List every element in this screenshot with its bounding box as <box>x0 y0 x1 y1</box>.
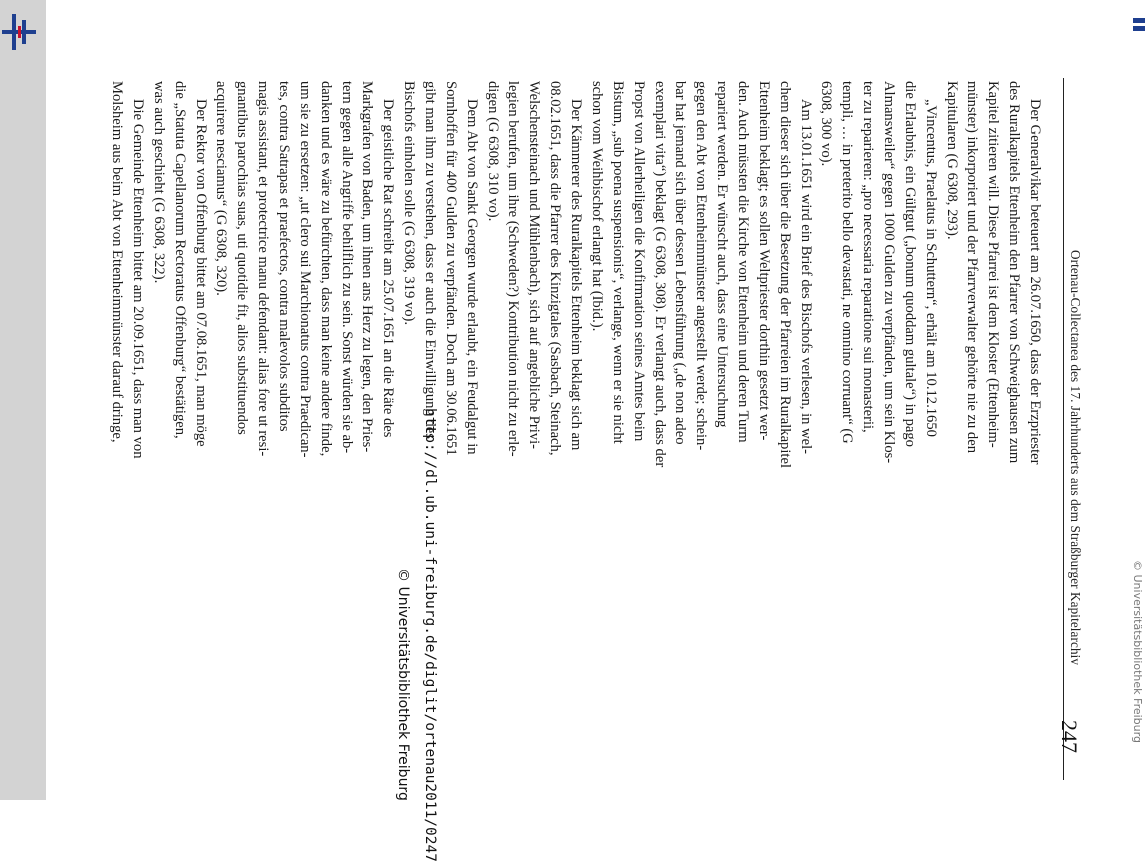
body-line: danken und es wäre zu befürchten, dass man keine andere finde, <box>317 81 334 457</box>
body-line: Welschensteinach und Mühlenbach), sich auf angebliche Privi- <box>526 81 543 450</box>
body-line: was auch geschieht (G 6308, 322). <box>150 81 167 284</box>
body-line: die „Statuta Capellanorum Rectoratus Offenburg“ bestätigen, <box>171 81 188 439</box>
body-line: Dem Abt von Sankt Georgen wurde erlaubt, ein Feudalgut in <box>463 99 480 455</box>
body-line: Kapitel zitieren will. Diese Pfarrei ist dem Kloster (Ettenheim- <box>985 81 1002 448</box>
body-line: „Vincentus, Praelatus in Schuttern“, erhält am 10.12.1650 <box>922 99 939 437</box>
body-line: Ettenheim beklagt; es sollen Weltpriester dorthin gesetzt wer- <box>755 81 772 441</box>
body-line: repariert werden. Er wünscht auch, dass eine Untersuchung <box>714 81 730 428</box>
body-line: exemplari vita“) beklagt (G 6308, 308). Er verlangt auch, dass der <box>651 81 668 468</box>
body-line: Kapitularen (G 6308, 293). <box>943 81 960 240</box>
body-line: des Ruralkapitels Ettenheim den Pfarrer von Schweighausen zum <box>1006 81 1023 464</box>
body-line: Markgrafen von Baden, um ihnen ans Herz zu legen, den Pries- <box>359 81 376 453</box>
body-line: magis assistant, et protectrice manu defendant: alias fore ut resi- <box>255 81 271 457</box>
corner-logo-icon <box>1133 14 1145 40</box>
body-line: Der geistliche Rat schreibt am 25.07.1651 an die Räte des <box>380 99 397 438</box>
body-line: gnantibus parochias suas, uti quotidie fit, alios substituendos <box>234 81 251 435</box>
body-line: templi, … in preterito bello devastati, ne omnino corruant“ (G <box>839 81 856 444</box>
body-line: 08.02.1651, dass die Pfarrer des Kinzigtales (Sasbach, Steinach, <box>547 81 564 456</box>
body-line: ter zu reparieren: „pro necessaria reparatione sui monasterii, <box>860 81 877 433</box>
body-line: schon vom Weihbischof erlangt hat (Ibid.). <box>588 81 605 332</box>
header-rule <box>1063 78 1064 780</box>
body-line: Propst von Allerheiligen die Konfirmation seines Amtes beim <box>630 81 647 442</box>
library-logo-icon <box>2 14 36 50</box>
body-line: 6308, 300 vo). <box>818 81 835 167</box>
body-line: Molsheim aus beim Abt von Ettenheimmünster darauf dringe, <box>109 81 125 443</box>
body-line: digen (G 6308, 310 vo). <box>484 81 501 222</box>
body-line: chem dieser sich über die Besetzung der Pfarreien im Ruralkapitel <box>776 81 793 468</box>
body-line: bar hat jemand sich über dessen Lebensführung („de non adeo <box>672 81 689 445</box>
body-line: tern gegen alle Angriffe behilflich zu sein. Sonst würden sie ab- <box>338 81 355 454</box>
body-line: Bistum, „sub poena suspensionis“, verlange, wenn er sie nicht <box>609 81 626 444</box>
body-line: münster) inkorporiert und der Pfarrverwalter gehörte nie zu den <box>964 81 981 453</box>
body-line: Sornhoffen für 400 Gulden zu verpfänden. Doch am 30.06.1651 <box>442 81 459 456</box>
source-url-link[interactable]: http://dl.ub.uni-freiburg.de/diglit/ortenau2011/0247 <box>422 408 438 862</box>
body-line: Almansweiler“ gegen 1000 Gulden zu verpfänden, um sein Klos- <box>881 81 897 464</box>
body-line: Bischofs einholen solle (G 6308, 319 vo). <box>401 81 418 326</box>
faint-copyright-text: © Universitätsbibliothek Freiburg <box>1131 560 1144 743</box>
body-line: die Erlaubnis, ein Gültgut („bonum quoddam gultale“) in pago <box>901 81 918 447</box>
running-head: Ortenau-Collectanea des 17. Jahrhunderts aus dem Straßburger Kapitelarchiv <box>1068 250 1083 666</box>
body-line: tes, contra Satrapas et praefectos, contra malevolos subditos <box>275 81 292 432</box>
body-line: gibt man ihm zu verstehen, dass er auch die Einwilligung des <box>422 81 438 439</box>
body-line: Der Rektor von Offenburg bittet am 07.08.1651, man möge <box>192 99 209 447</box>
body-line: den. Auch müssten die Kirche von Ettenheim und deren Turm <box>734 81 751 443</box>
body-line: acquirere nesciamus“ (G 6308, 320). <box>213 81 230 296</box>
body-line: gegen den Abt von Ettenheimmünster angestellt werde; schein- <box>693 81 710 451</box>
body-line: Der Generalvikar beteuert am 26.07.1650, dass der Erzpriester <box>1027 99 1043 465</box>
copyright-text: © Universitätsbibliothek Freiburg <box>395 568 411 801</box>
body-line: um sie zu ersetzen: „ut clero sui Marchionatus contra Praedican- <box>296 81 313 458</box>
body-line: Der Kämmerer des Ruralkapitels Ettenheim beklagt sich am <box>568 99 584 451</box>
page-number: 247 <box>1057 720 1082 753</box>
body-line: Am 13.01.1651 wird ein Brief des Bischofs verlesen, in wel- <box>797 99 814 455</box>
body-line: legien berufen, um ihre (Schweden?) Kontribution nicht zu erle- <box>505 81 522 457</box>
left-gray-margin <box>0 0 46 800</box>
body-line: Die Gemeinde Ettenheim bittet am 20.09.1651, dass man von <box>129 99 146 459</box>
